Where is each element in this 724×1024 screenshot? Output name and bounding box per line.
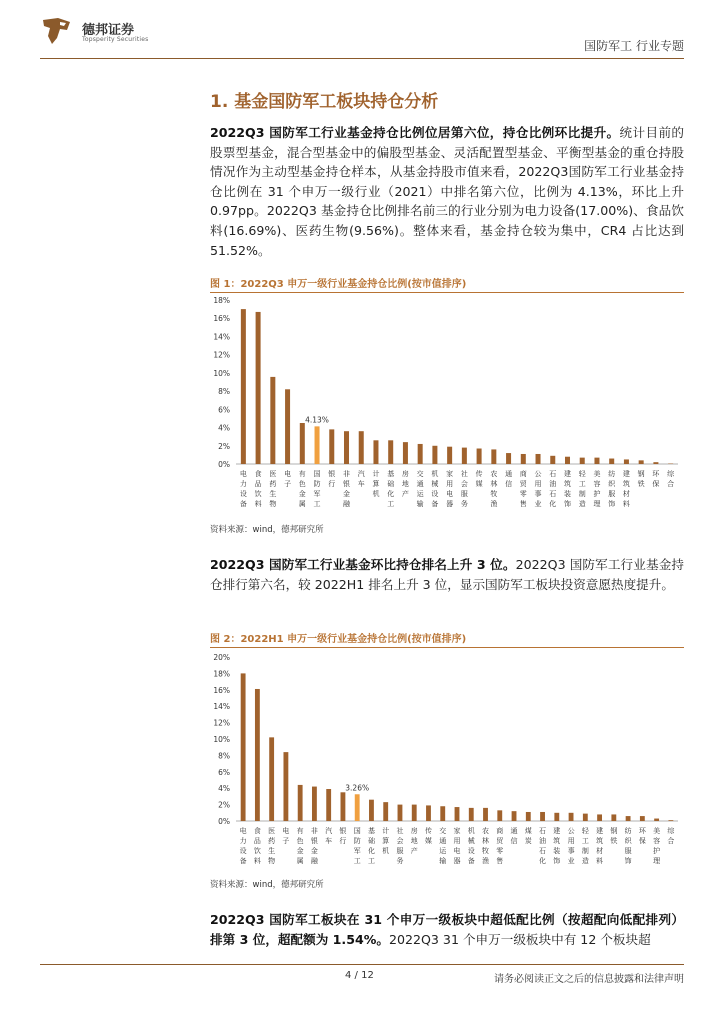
x-tick-label: 建筑装饰 bbox=[553, 827, 561, 865]
bar bbox=[536, 454, 541, 464]
bar bbox=[611, 814, 616, 821]
bar bbox=[654, 819, 659, 821]
bar bbox=[440, 806, 445, 821]
y-tick-label: 12% bbox=[213, 350, 230, 360]
bar bbox=[369, 800, 374, 821]
bar bbox=[383, 802, 388, 821]
bar bbox=[565, 457, 570, 464]
y-tick-label: 0% bbox=[218, 460, 230, 469]
bar bbox=[426, 805, 431, 821]
x-tick-label: 有色金属 bbox=[296, 827, 304, 865]
figure-2-source: 资料来源：wind，德邦研究所 bbox=[210, 880, 324, 890]
figure-1-rule bbox=[210, 292, 684, 293]
x-tick-label: 非银金融 bbox=[343, 470, 350, 508]
paragraph-2-body: 2022Q3 国防军工行业基金持仓排行第六名，较 2022H1 排名上升 3 位，显示国防军工板块投资意愿热度提升。 bbox=[210, 557, 684, 592]
bar bbox=[624, 459, 629, 464]
paragraph-3-lead: 2022Q3 国防军工板块在 31 个申万一级板块中超低配比例（按超配向低配排列）排第 3 位，超配额为 1.54%。 bbox=[210, 912, 684, 947]
bar bbox=[580, 458, 585, 464]
bar bbox=[469, 808, 474, 821]
bar bbox=[569, 813, 574, 821]
y-tick-label: 6% bbox=[218, 405, 230, 415]
x-tick-label: 机械设备 bbox=[431, 470, 439, 508]
figure-2-chart bbox=[210, 649, 684, 875]
y-tick-label: 16% bbox=[213, 314, 230, 324]
y-tick-label: 2% bbox=[218, 441, 230, 451]
x-tick-label: 医药生物 bbox=[268, 827, 276, 865]
x-tick-label: 家用电器 bbox=[446, 470, 454, 508]
x-tick-label: 公用事业 bbox=[567, 827, 575, 865]
x-tick-label: 国防军工 bbox=[353, 827, 361, 865]
x-tick-label: 非银金融 bbox=[310, 827, 318, 865]
brand-name: 德邦证券 bbox=[82, 23, 135, 38]
bar bbox=[412, 805, 417, 821]
bar bbox=[341, 792, 346, 821]
bar bbox=[462, 448, 467, 464]
bar bbox=[455, 807, 460, 821]
x-tick-label: 银行 bbox=[339, 827, 347, 845]
bar bbox=[300, 423, 305, 464]
footer-divider bbox=[40, 964, 684, 965]
y-tick-label: 10% bbox=[213, 368, 230, 378]
bar bbox=[540, 812, 545, 821]
x-tick-label: 房地产 bbox=[401, 470, 409, 498]
bar bbox=[639, 460, 644, 464]
paragraph-3 bbox=[210, 910, 684, 949]
x-tick-label: 汽车 bbox=[325, 827, 333, 845]
bar bbox=[609, 459, 614, 464]
bar bbox=[491, 449, 496, 464]
bar bbox=[640, 816, 645, 821]
y-tick-label: 8% bbox=[218, 387, 230, 397]
bar bbox=[497, 810, 502, 821]
x-tick-label: 传媒 bbox=[424, 827, 432, 845]
x-tick-label: 轻工制造 bbox=[578, 470, 586, 508]
x-tick-label: 房地产 bbox=[410, 827, 418, 855]
y-tick-label: 12% bbox=[213, 718, 230, 728]
y-tick-label: 10% bbox=[213, 735, 230, 744]
x-tick-label: 食品饮料 bbox=[254, 470, 262, 508]
x-tick-label: 汽车 bbox=[357, 470, 365, 488]
x-tick-label: 石油石化 bbox=[549, 470, 557, 508]
section-title: 1. 基金国防军工板块持仓分析 bbox=[210, 92, 439, 112]
y-tick-label: 18% bbox=[213, 669, 230, 679]
bar bbox=[285, 389, 290, 464]
figure-1-title: 图 1：2022Q3 申万一级行业基金持仓比例(按市值排序) bbox=[210, 279, 467, 290]
bar bbox=[388, 440, 393, 464]
x-tick-label: 公用事业 bbox=[534, 470, 542, 508]
bar bbox=[283, 752, 288, 821]
x-tick-label: 基础化工 bbox=[367, 827, 375, 865]
x-tick-label: 电力设备 bbox=[239, 470, 247, 508]
x-tick-label: 食品饮料 bbox=[253, 827, 261, 865]
x-tick-label: 通信 bbox=[510, 827, 518, 845]
bar bbox=[326, 789, 331, 821]
bar bbox=[255, 689, 260, 821]
paragraph-2-lead: 2022Q3 国防军工行业基金环比持仓排名上升 3 位。 bbox=[210, 557, 516, 572]
x-tick-label: 煤炭 bbox=[524, 827, 532, 845]
y-tick-label: 2% bbox=[218, 800, 230, 810]
y-tick-label: 20% bbox=[213, 653, 230, 662]
x-tick-label: 环保 bbox=[652, 470, 660, 488]
bar bbox=[432, 446, 437, 464]
x-tick-label: 传媒 bbox=[475, 470, 483, 488]
bar bbox=[241, 309, 246, 464]
bar bbox=[554, 813, 559, 821]
bar bbox=[583, 814, 588, 821]
bar bbox=[256, 312, 261, 464]
figure-1-chart bbox=[210, 294, 684, 520]
y-tick-label: 4% bbox=[218, 784, 230, 794]
figure-1-source: 资料来源：wind，德邦研究所 bbox=[210, 525, 324, 535]
paragraph-3-body: 2022Q3 31 个申万一级板块中有 12 个板块超 bbox=[388, 931, 651, 947]
bar bbox=[398, 805, 403, 821]
bar bbox=[315, 426, 320, 464]
y-tick-label: 4% bbox=[218, 423, 230, 433]
x-tick-label: 有色金属 bbox=[298, 470, 306, 508]
bar bbox=[512, 811, 517, 821]
x-tick-label: 农林牧渔 bbox=[482, 827, 490, 865]
figure-2-rule bbox=[210, 647, 684, 648]
x-tick-label: 社会服务 bbox=[460, 470, 468, 508]
bar bbox=[344, 431, 349, 464]
y-tick-label: 6% bbox=[218, 767, 230, 777]
bar bbox=[447, 447, 452, 464]
x-tick-label: 通信 bbox=[505, 470, 513, 488]
bar bbox=[597, 814, 602, 821]
bar bbox=[477, 449, 482, 464]
bar bbox=[312, 787, 317, 821]
bar bbox=[626, 816, 631, 821]
bar bbox=[270, 377, 275, 464]
x-tick-label: 医药生物 bbox=[269, 470, 277, 508]
paragraph-2 bbox=[210, 555, 684, 594]
x-tick-label: 纺织服饰 bbox=[624, 827, 632, 865]
x-tick-label: 商贸零售 bbox=[519, 470, 527, 508]
bar bbox=[550, 456, 555, 464]
bar bbox=[373, 440, 378, 464]
bar bbox=[521, 454, 526, 464]
paragraph-1-lead: 2022Q3 国防军工行业基金持仓比例位居第六位，持仓比例环比提升。 bbox=[210, 125, 620, 140]
y-tick-label: 18% bbox=[213, 296, 230, 305]
bar bbox=[526, 812, 531, 821]
x-tick-label: 家用电器 bbox=[453, 827, 461, 865]
x-tick-label: 建筑材料 bbox=[622, 470, 630, 508]
x-tick-label: 轻工制造 bbox=[581, 827, 589, 865]
data-label: 4.13% bbox=[305, 415, 329, 425]
y-tick-label: 8% bbox=[218, 751, 230, 761]
bar bbox=[329, 429, 334, 464]
page-number: 4 / 12 bbox=[345, 970, 374, 981]
x-tick-label: 电力设备 bbox=[239, 827, 247, 865]
header-divider bbox=[40, 58, 684, 59]
bar bbox=[483, 808, 488, 821]
x-tick-label: 建筑材料 bbox=[596, 827, 604, 865]
x-tick-label: 农林牧渔 bbox=[490, 470, 498, 508]
paragraph-1-body: 统计目前的股票型基金，混合型基金中的偏股型基金、灵活配置型基金、平衡型基金的重仓持股情况作为主动型基金持仓样本，从基金持股市值来看，2022Q3国防军工行业基金持仓比例在 31 个申万一级行业（2021）中排名第六位，比例为 4.13%，环比上升 0.97pp。2022Q3 基金持仓比例排名前三的行业分别为电力设备(17.00%)、食品饮料(16.69%)、医药生物(9.56%)。整体来看，基金持仓较为集中，CR4 占比达到 51.52%。 bbox=[210, 125, 685, 258]
x-tick-label: 国防军工 bbox=[313, 470, 321, 508]
x-tick-label: 交通运输 bbox=[439, 827, 447, 865]
bar bbox=[298, 785, 303, 821]
bar bbox=[241, 673, 246, 821]
x-tick-label: 计算机 bbox=[382, 827, 390, 855]
x-tick-label: 银行 bbox=[328, 470, 336, 488]
x-tick-label: 钢铁 bbox=[610, 827, 618, 845]
paragraph-1 bbox=[210, 123, 684, 260]
x-tick-label: 交通运输 bbox=[416, 470, 424, 508]
x-tick-label: 美容护理 bbox=[593, 470, 601, 508]
x-tick-label: 环保 bbox=[638, 827, 646, 845]
x-tick-label: 基础化工 bbox=[387, 470, 395, 508]
x-tick-label: 社会服务 bbox=[396, 827, 404, 865]
x-tick-label: 综合 bbox=[667, 470, 675, 488]
x-tick-label: 计算机 bbox=[372, 470, 380, 498]
x-tick-label: 综合 bbox=[667, 827, 675, 845]
bar bbox=[359, 431, 364, 464]
y-tick-label: 14% bbox=[213, 702, 230, 712]
brand-name-en: Topsperity Securities bbox=[82, 36, 149, 43]
bar bbox=[403, 442, 408, 464]
x-tick-label: 商贸零售 bbox=[496, 827, 504, 865]
x-tick-label: 建筑装饰 bbox=[564, 470, 571, 508]
bar bbox=[594, 458, 599, 464]
y-tick-label: 16% bbox=[213, 685, 230, 695]
x-tick-label: 钢铁 bbox=[637, 470, 645, 488]
company-logo-icon bbox=[40, 16, 74, 46]
report-category: 国防军工 行业专题 bbox=[584, 39, 684, 53]
y-tick-label: 0% bbox=[218, 817, 230, 826]
footer-disclaimer: 请务必阅读正文之后的信息披露和法律声明 bbox=[494, 974, 684, 985]
bar bbox=[355, 794, 360, 821]
x-tick-label: 纺织服饰 bbox=[608, 470, 616, 508]
bar bbox=[668, 820, 673, 821]
bar bbox=[269, 737, 274, 821]
x-tick-label: 电子 bbox=[282, 827, 290, 845]
bar bbox=[418, 444, 423, 464]
x-tick-label: 石油石化 bbox=[539, 827, 547, 865]
data-label: 3.26% bbox=[345, 783, 370, 793]
x-tick-label: 机械设备 bbox=[467, 827, 475, 865]
x-tick-label: 电子 bbox=[284, 470, 292, 488]
bar bbox=[506, 453, 511, 464]
bar bbox=[653, 462, 658, 464]
x-tick-label: 美容护理 bbox=[653, 827, 661, 865]
figure-2-title: 图 2：2022H1 申万一级行业基金持仓比例(按市值排序) bbox=[210, 634, 467, 645]
y-tick-label: 14% bbox=[213, 332, 230, 342]
